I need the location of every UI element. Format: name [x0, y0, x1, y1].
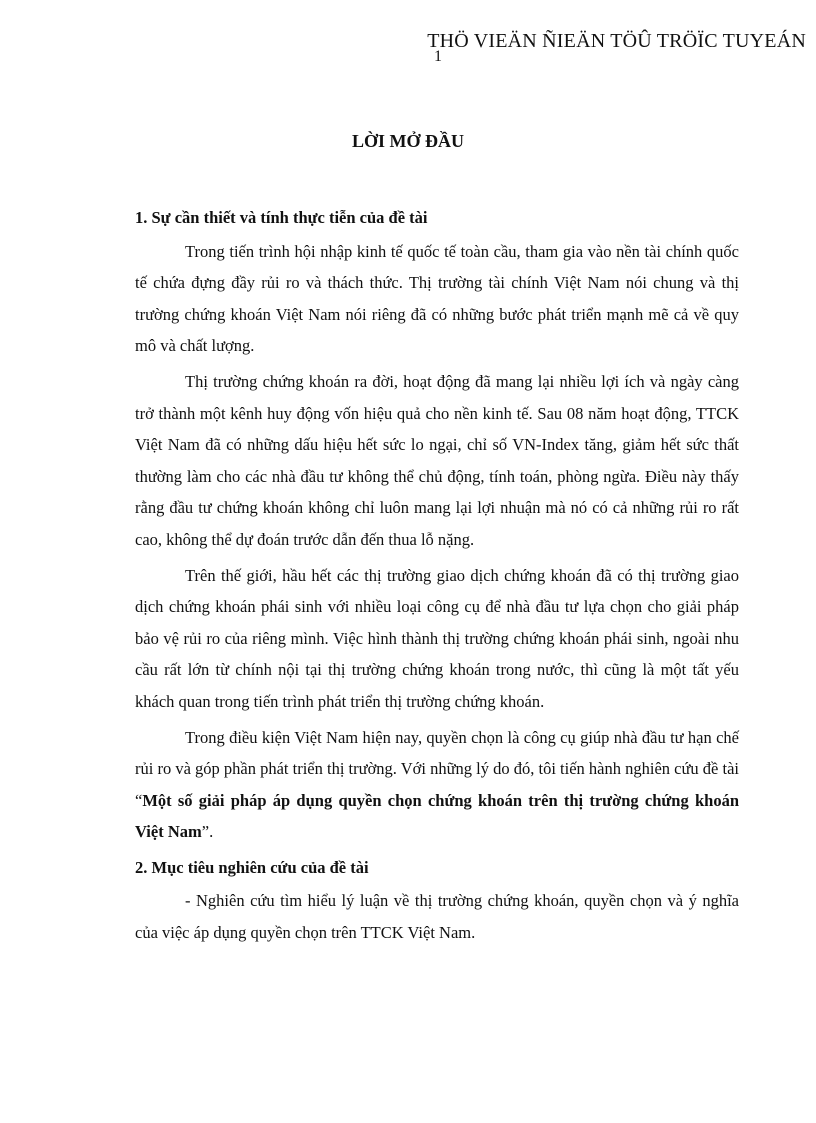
paragraph: Trong tiến trình hội nhập kinh tế quốc tế toàn cầu, tham gia vào nền tài chính quốc tế chứa đựng đầy rủi ro và thách thức. Thị trường tài chính Việt Nam nói chung và thị trường chứng khoán Việt Nam nói riêng đã có những bước phát triển mạnh mẽ cả về quy mô và chất lượng.	[135, 241, 739, 356]
thesis-title: Một số giải pháp áp dụng quyền chọn chứng khoán trên thị trường chứng khoán Việt Nam	[135, 790, 739, 842]
document-body	[135, 202, 739, 953]
paragraph-with-title	[135, 722, 739, 848]
page-number: 1	[434, 48, 442, 65]
section-heading-2: 2. Mục tiêu nghiên cứu của đề tài	[135, 857, 369, 877]
paragraph-text: ”.	[201, 822, 214, 842]
paragraph-text: Trong điều kiện Việt Nam hiện nay, quyền chọn là công cụ giúp nhà đầu tư hạn chế rủi ro và góp phần phát triển thị trường. Với những lý do đó, tôi tiến hành nghiên cứu đề tài “	[135, 727, 739, 810]
paragraph: Thị trường chứng khoán ra đời, hoạt động đã mang lại nhiều lợi ích và ngày càng trở thành một kênh huy động vốn hiệu quả cho nền kinh tế. Sau 08 năm hoạt động, TTCK Việt Nam đã có những dấu hiệu hết sức lo ngại, chỉ số VN-Index tăng, giảm hết sức thất thường làm cho các nhà đầu tư không thể chủ động, tính toán, phòng ngừa. Điều này thấy rằng đầu tư chứng khoán không chỉ luôn mang lại lợi nhuận mà nó có cả những rủi ro rất cao, không thể dự đoán trước dẫn đến thua lỗ nặng.	[135, 371, 739, 549]
section-heading-1: 1. Sự cần thiết và tính thực tiễn của đề tài	[135, 208, 428, 227]
library-watermark: THÖ VIEÄN ÑIEÄN TÖÛ TRÖÏC TUYEÁN	[427, 30, 806, 52]
paragraph: - Nghiên cứu tìm hiểu lý luận về thị trường chứng khoán, quyền chọn và ý nghĩa của việc áp dụng quyền chọn trên TTCK Việt Nam.	[135, 891, 739, 943]
page-title: LỜI MỞ ĐẦU	[352, 131, 464, 151]
paragraph: Trên thế giới, hầu hết các thị trường giao dịch chứng khoán đã có thị trường giao dịch chứng khoán phái sinh với nhiều loại công cụ để nhà đầu tư lựa chọn cho giải pháp bảo vệ rủi ro của riêng mình. Việc hình thành thị trường chứng khoán phái sinh, ngoài nhu cầu rất lớn từ chính nội tại thị trường chứng khoán trong nước, thì cũng là một tất yếu khách quan trong tiến trình phát triển thị trường chứng khoán.	[135, 565, 739, 711]
